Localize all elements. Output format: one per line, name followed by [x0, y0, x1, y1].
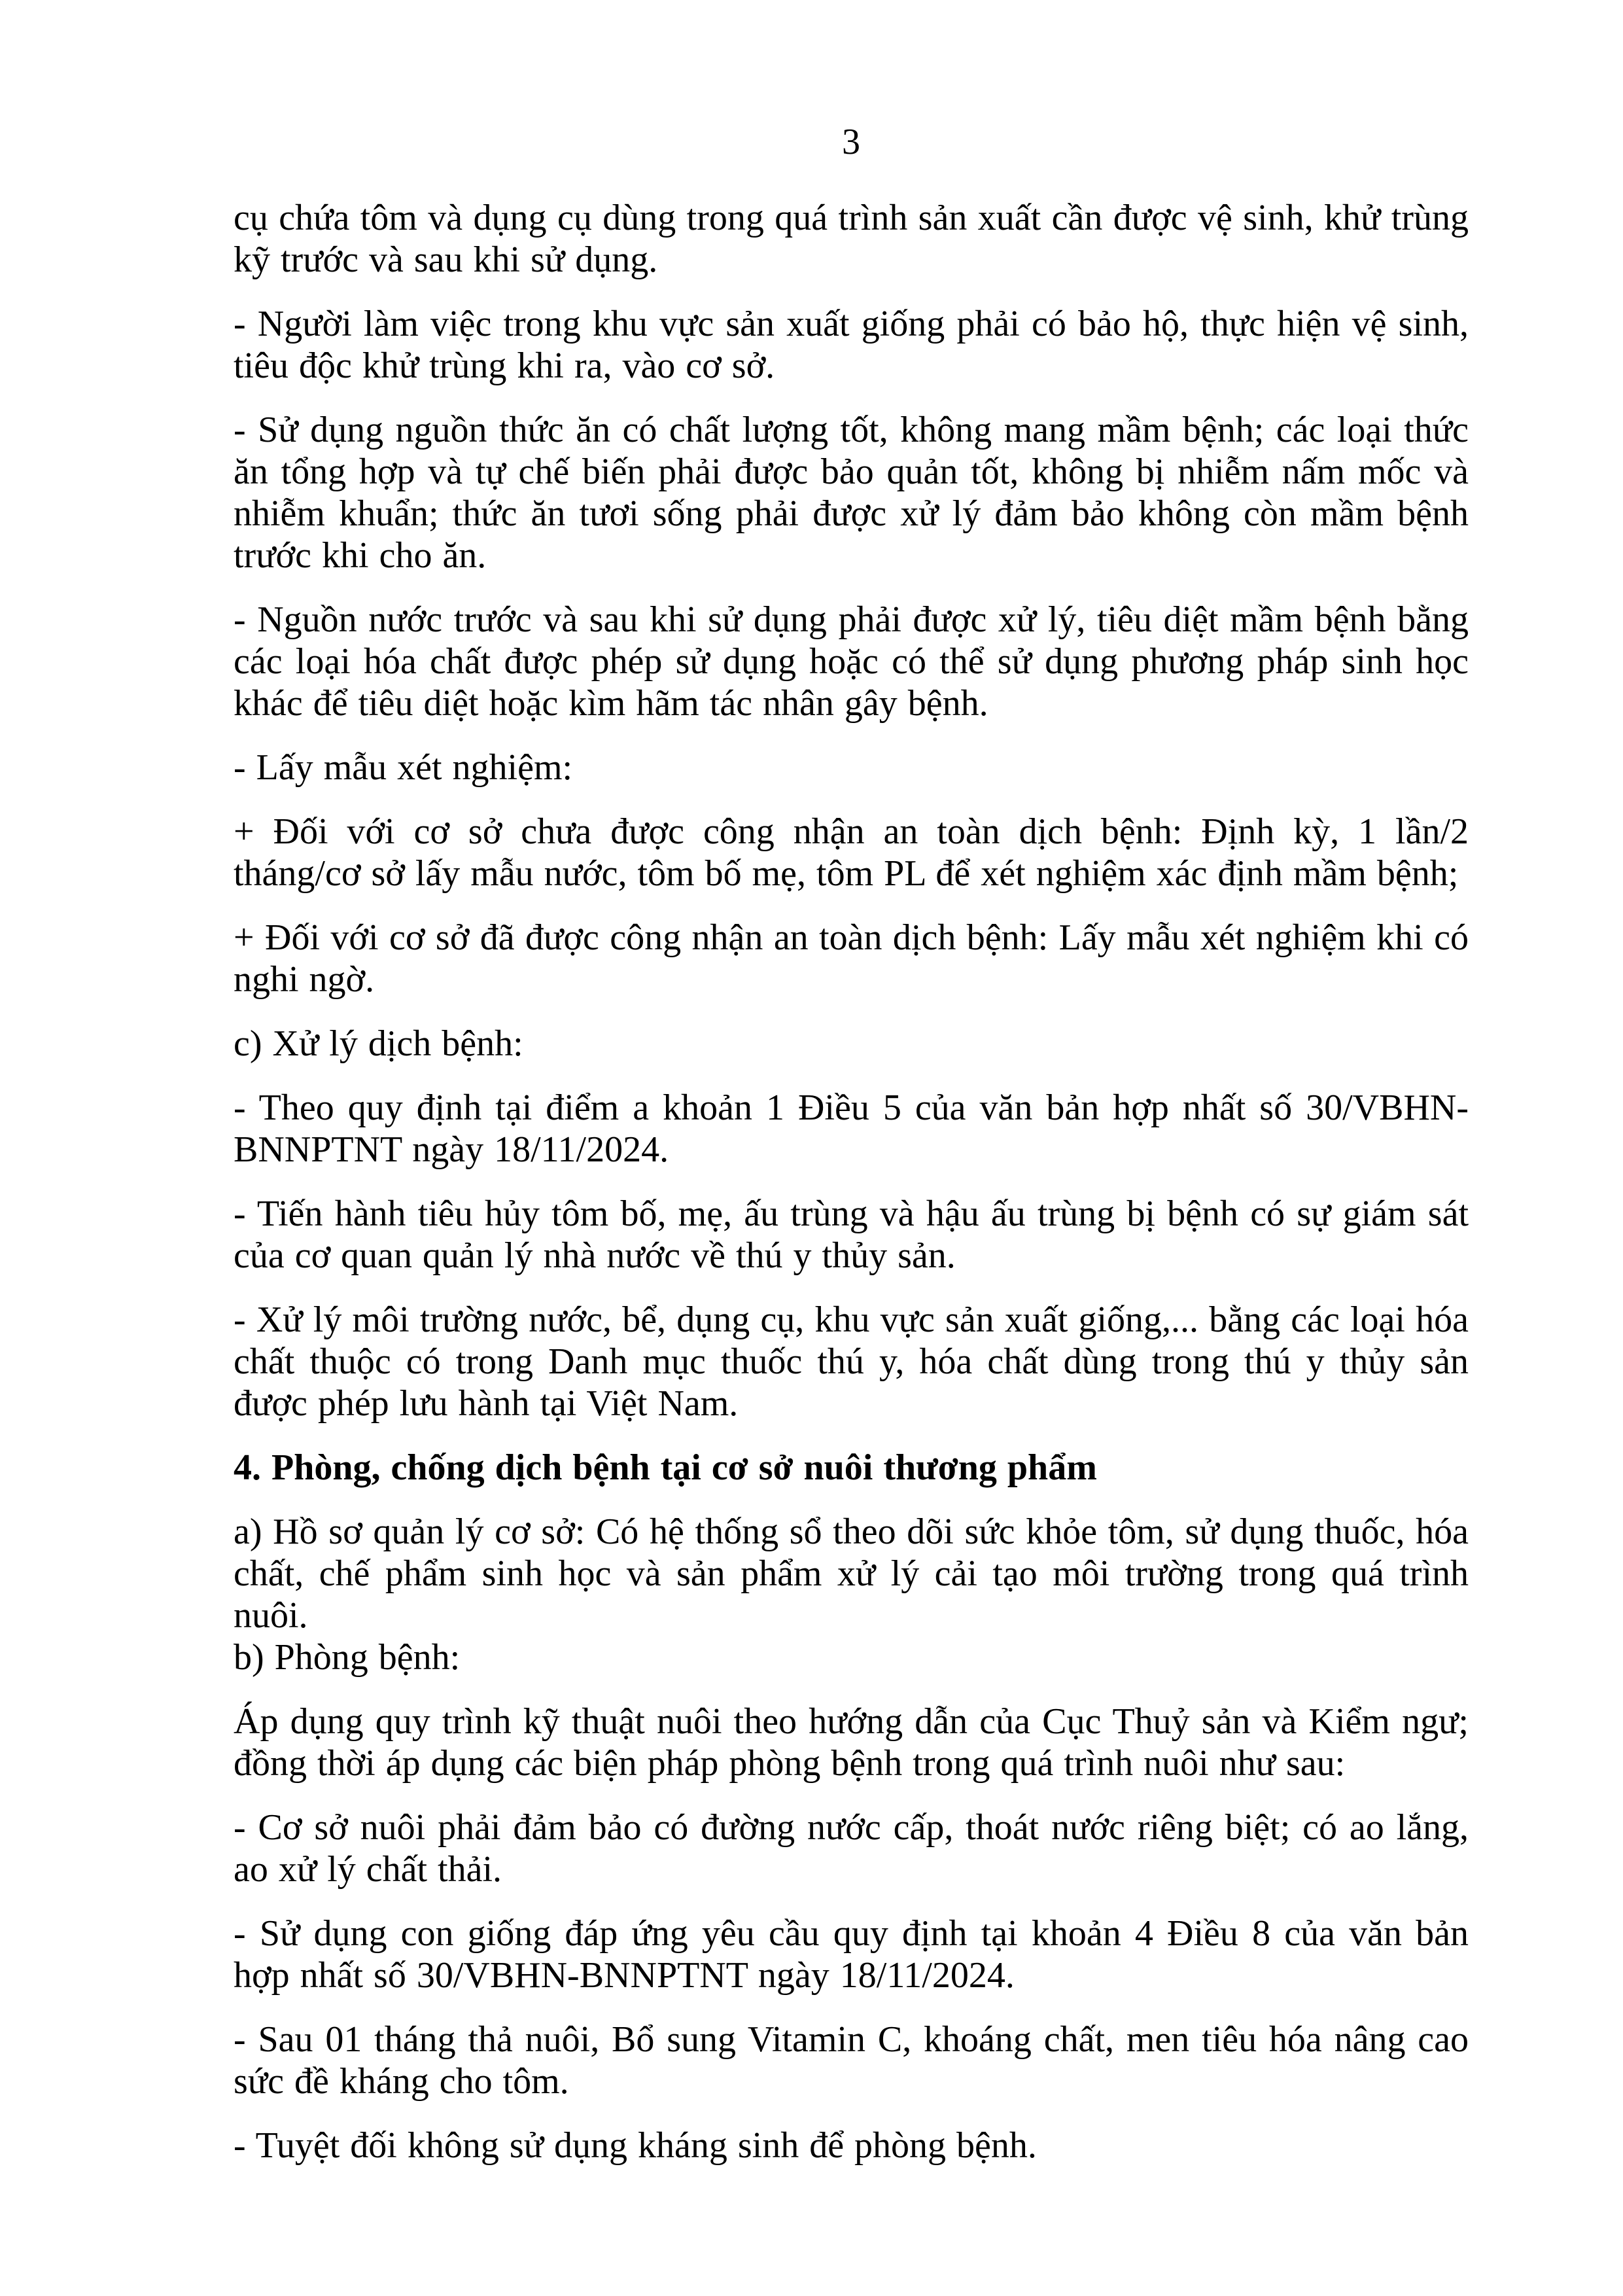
paragraph: - Xử lý môi trường nước, bể, dụng cụ, khu vực sản xuất giống,... bằng các loại hóa chất thuộc có trong Danh mục thuốc thú y, hóa chất dùng trong thú y thủy sản được phép lưu hành tại Việt Nam.	[234, 1299, 1469, 1424]
paragraph: b) Phòng bệnh:	[234, 1637, 461, 1678]
paragraph: cụ chứa tôm và dụng cụ dùng trong quá trình sản xuất cần được vệ sinh, khử trùng kỹ trước và sau khi sử dụng.	[234, 198, 1469, 280]
paragraph: - Sau 01 tháng thả nuôi, Bổ sung Vitamin C, khoáng chất, men tiêu hóa nâng cao sức đề kháng cho tôm.	[234, 2019, 1469, 2102]
paragraph: - Sử dụng nguồn thức ăn có chất lượng tốt, không mang mầm bệnh; các loại thức ăn tổng hợp và tự chế biến phải được bảo quản tốt, không bị nhiễm nấm mốc và nhiễm khuẩn; thức ăn tươi sống phải được xử lý đảm bảo không còn mầm bệnh trước khi cho ăn.	[234, 410, 1469, 576]
paragraph: - Người làm việc trong khu vực sản xuất giống phải có bảo hộ, thực hiện vệ sinh, tiêu độc khử trùng khi ra, vào cơ sở.	[234, 304, 1469, 386]
paragraph: - Theo quy định tại điểm a khoản 1 Điều 5 của văn bản hợp nhất số 30/VBHN-BNNPTNT ngày 18/11/2024.	[234, 1087, 1469, 1170]
paragraph: + Đối với cơ sở chưa được công nhận an toàn dịch bệnh: Định kỳ, 1 lần/2 tháng/cơ sở lấy mẫu nước, tôm bố mẹ, tôm PL để xét nghiệm xác định mầm bệnh;	[234, 811, 1469, 894]
page-number: 3	[842, 122, 860, 162]
section-heading: 4. Phòng, chống dịch bệnh tại cơ sở nuôi thương phẩm	[234, 1447, 1097, 1488]
paragraph: - Tiến hành tiêu hủy tôm bố, mẹ, ấu trùng và hậu ấu trùng bị bệnh có sự giám sát của cơ quan quản lý nhà nước về thú y thủy sản.	[234, 1193, 1469, 1276]
paragraph: a) Hồ sơ quản lý cơ sở: Có hệ thống sổ theo dõi sức khỏe tôm, sử dụng thuốc, hóa chất, chế phẩm sinh học và sản phẩm xử lý cải tạo môi trường trong quá trình nuôi.	[234, 1511, 1469, 1636]
paragraph: - Tuyệt đối không sử dụng kháng sinh để phòng bệnh.	[234, 2125, 1037, 2166]
paragraph: - Cơ sở nuôi phải đảm bảo có đường nước cấp, thoát nước riêng biệt; có ao lắng, ao xử lý chất thải.	[234, 1807, 1469, 1890]
paragraph: Áp dụng quy trình kỹ thuật nuôi theo hướng dẫn của Cục Thuỷ sản và Kiểm ngư; đồng thời áp dụng các biện pháp phòng bệnh trong quá trình nuôi như sau:	[234, 1701, 1469, 1784]
paragraph: - Lấy mẫu xét nghiệm:	[234, 747, 573, 788]
paragraph: + Đối với cơ sở đã được công nhận an toàn dịch bệnh: Lấy mẫu xét nghiệm khi có nghi ngờ.	[234, 917, 1469, 1000]
paragraph: - Sử dụng con giống đáp ứng yêu cầu quy định tại khoản 4 Điều 8 của văn bản hợp nhất số 30/VBHN-BNNPTNT ngày 18/11/2024.	[234, 1913, 1469, 1996]
paragraph: c) Xử lý dịch bệnh:	[234, 1023, 523, 1064]
paragraph: - Nguồn nước trước và sau khi sử dụng phải được xử lý, tiêu diệt mầm bệnh bằng các loại hóa chất được phép sử dụng hoặc có thể sử dụng phương pháp sinh học khác để tiêu diệt hoặc kìm hãm tác nhân gây bệnh.	[234, 599, 1469, 724]
